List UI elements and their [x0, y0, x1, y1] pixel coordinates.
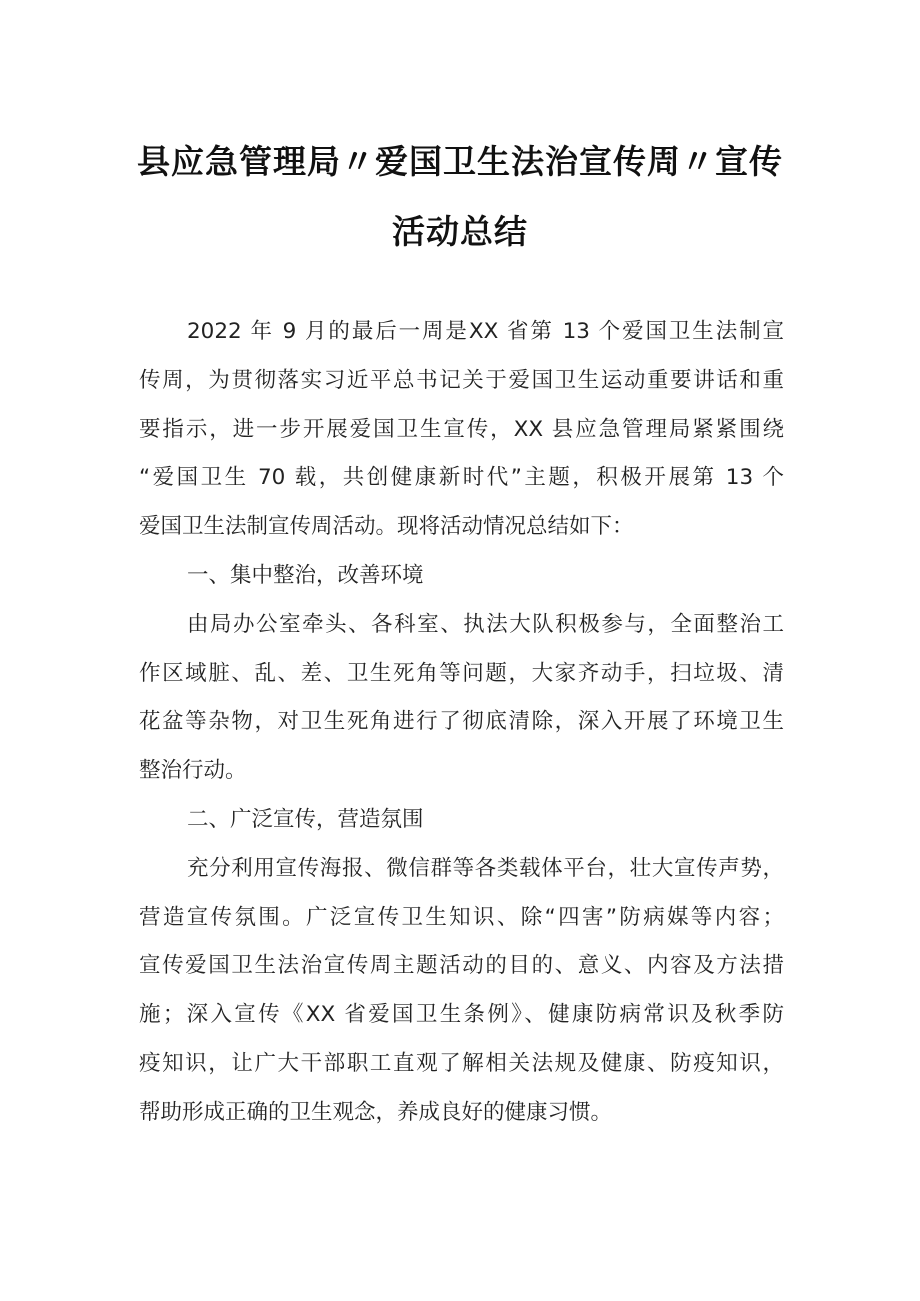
paragraph-section-1-line: 作区域脏、乱、差、卫生死角等问题，大家齐动手，扫垃圾、清 [139, 660, 784, 686]
document-title-line-1: 县应急管理局〃爱国卫生法治宣传周〃宣传 [137, 142, 783, 181]
paragraph-intro-line: 2022 年 9 月的最后一周是XX 省第 13 个爱国卫生法制宣 [187, 319, 784, 344]
paragraph-section-2-line: 帮助形成正确的卫生观念，养成良好的健康习惯。 [139, 1099, 613, 1125]
paragraph-intro-line: 爱国卫生法制宣传周活动。现将活动情况总结如下： [139, 514, 634, 540]
paragraph-section-2-line: 宣传爱国卫生法治宣传周主题活动的目的、意义、内容及方法措 [139, 953, 784, 979]
document-title-line-2: 活动总结 [392, 212, 528, 251]
paragraph-section-1-line: 花盆等杂物，对卫生死角进行了彻底清除，深入开展了环境卫生 [139, 709, 784, 735]
paragraph-section-1-line: 由局办公室牵头、各科室、执法大队积极参与，全面整治工 [187, 611, 784, 637]
paragraph-intro-line: “爱国卫生 70 载，共创健康新时代”主题，积极开展第 13 个 [139, 465, 784, 491]
paragraph-intro-line: 传周，为贯彻落实习近平总书记关于爱国卫生运动重要讲话和重 [139, 367, 784, 393]
paragraph-section-2-line: 疫知识，让广大干部职工直观了解相关法规及健康、防疫知识， [139, 1050, 784, 1076]
paragraph-section-2-line: 充分利用宣传海报、微信群等各类载体平台，壮大宣传声势， [187, 855, 784, 881]
paragraph-intro-line: 要指示，进一步开展爱国卫生宣传，XX 县应急管理局紧紧围绕 [139, 416, 784, 442]
document-body [139, 308, 784, 1138]
section-heading-1: 一、集中整治，改善环境 [187, 562, 424, 588]
section-heading-2: 二、广泛宣传，营造氛围 [187, 806, 424, 832]
paragraph-section-1-line: 整治行动。 [139, 758, 247, 784]
paragraph-section-2-line: 营造宣传氛围。广泛宣传卫生知识、除“四害”防病媒等内容； [139, 904, 784, 930]
paragraph-section-2-line: 施；深入宣传《XX 省爱国卫生条例》、健康防病常识及秋季防 [139, 1002, 784, 1028]
